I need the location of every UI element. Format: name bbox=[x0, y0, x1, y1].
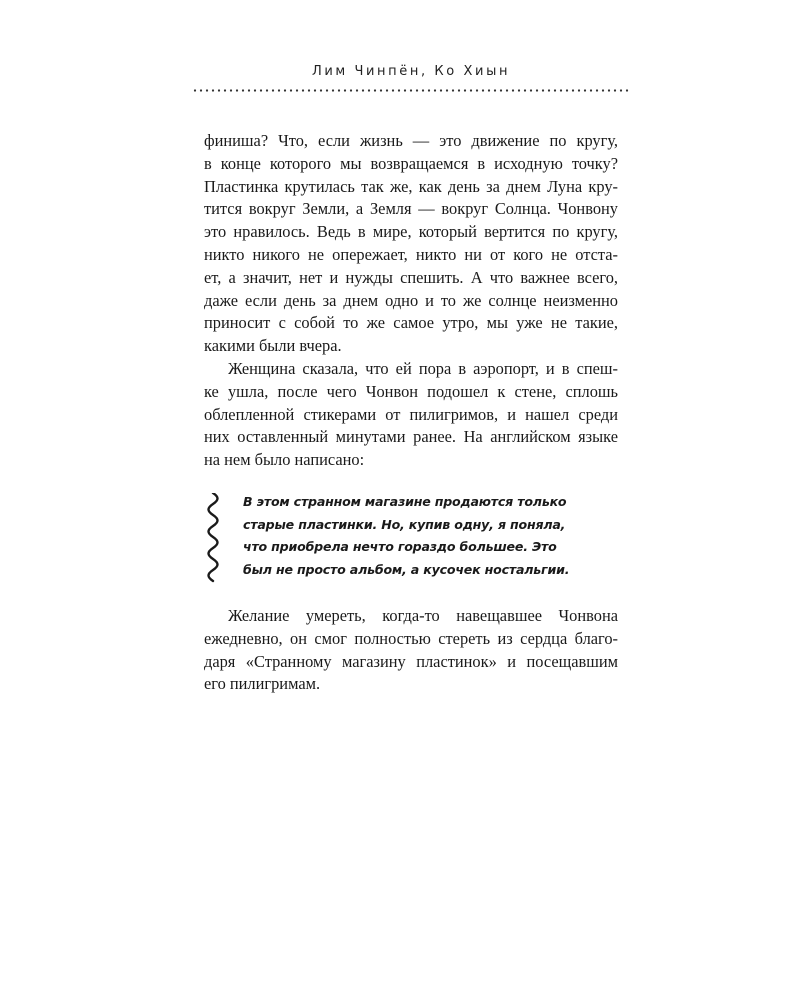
body-text-top bbox=[204, 130, 618, 472]
text-line: тится вокруг Земли, а Земля — вокруг Солнца. Чонвону bbox=[204, 199, 618, 219]
text-line: облепленной стикерами от пилигримов, и нашел среди bbox=[204, 404, 618, 424]
text-line: это нравилось. Ведь в мире, который вертится по кругу, bbox=[204, 222, 618, 242]
quote-line: старые пластинки. Но, купив одну, я поняла, bbox=[243, 516, 566, 532]
quote-line: В этом странном магазине продаются только bbox=[243, 494, 567, 509]
text-line: на нем было написано: bbox=[204, 450, 365, 470]
text-line: финиша? Что, если жизнь — это движение по кругу, bbox=[204, 131, 618, 150]
dotted-divider bbox=[192, 89, 630, 92]
text-line: приносит с собой то же самое утро, мы уже не такие, bbox=[204, 313, 618, 333]
sticker-quote bbox=[206, 491, 626, 587]
body-text-bottom bbox=[204, 605, 618, 696]
text-line: даря «Странному магазину пластинок» и посещавшим bbox=[204, 651, 618, 671]
text-line: Женщина сказала, что ей пора в аэропорт, и в спеш- bbox=[228, 358, 618, 378]
text-line: ке ушла, после чего Чонвон подошел к стене, сплошь bbox=[204, 381, 618, 401]
text-line: Желание умереть, когда-то навещавшее Чонвона bbox=[228, 606, 618, 625]
text-line: даже если день за днем одно и то же солнце неизменно bbox=[204, 290, 618, 310]
text-line: никто никого не опережает, никто ни от кого не отста- bbox=[204, 244, 618, 264]
running-head: Лим Чинпён, Ко Хиын bbox=[311, 64, 511, 79]
text-line: какими были вчера. bbox=[204, 336, 342, 356]
quote-line: что приобрела нечто гораздо большее. Это bbox=[243, 539, 557, 555]
wavy-line-icon bbox=[206, 493, 220, 583]
text-line: ежедневно, он смог полностью стереть из сердца благо- bbox=[204, 628, 618, 648]
text-line: них оставленный минутами ранее. На английском языке bbox=[204, 427, 618, 447]
quote-line: был не просто альбом, а кусочек ностальгии. bbox=[243, 561, 570, 577]
text-line: в конце которого мы возвращаемся в исходную точку? bbox=[204, 153, 618, 173]
text-line: Пластинка крутилась так же, как день за днем Луна кру- bbox=[204, 176, 618, 196]
text-line: ет, а значит, нет и нужды спешить. А что важнее всего, bbox=[204, 267, 618, 287]
quote-text bbox=[243, 491, 623, 581]
text-line: его пилигримам. bbox=[204, 674, 321, 694]
